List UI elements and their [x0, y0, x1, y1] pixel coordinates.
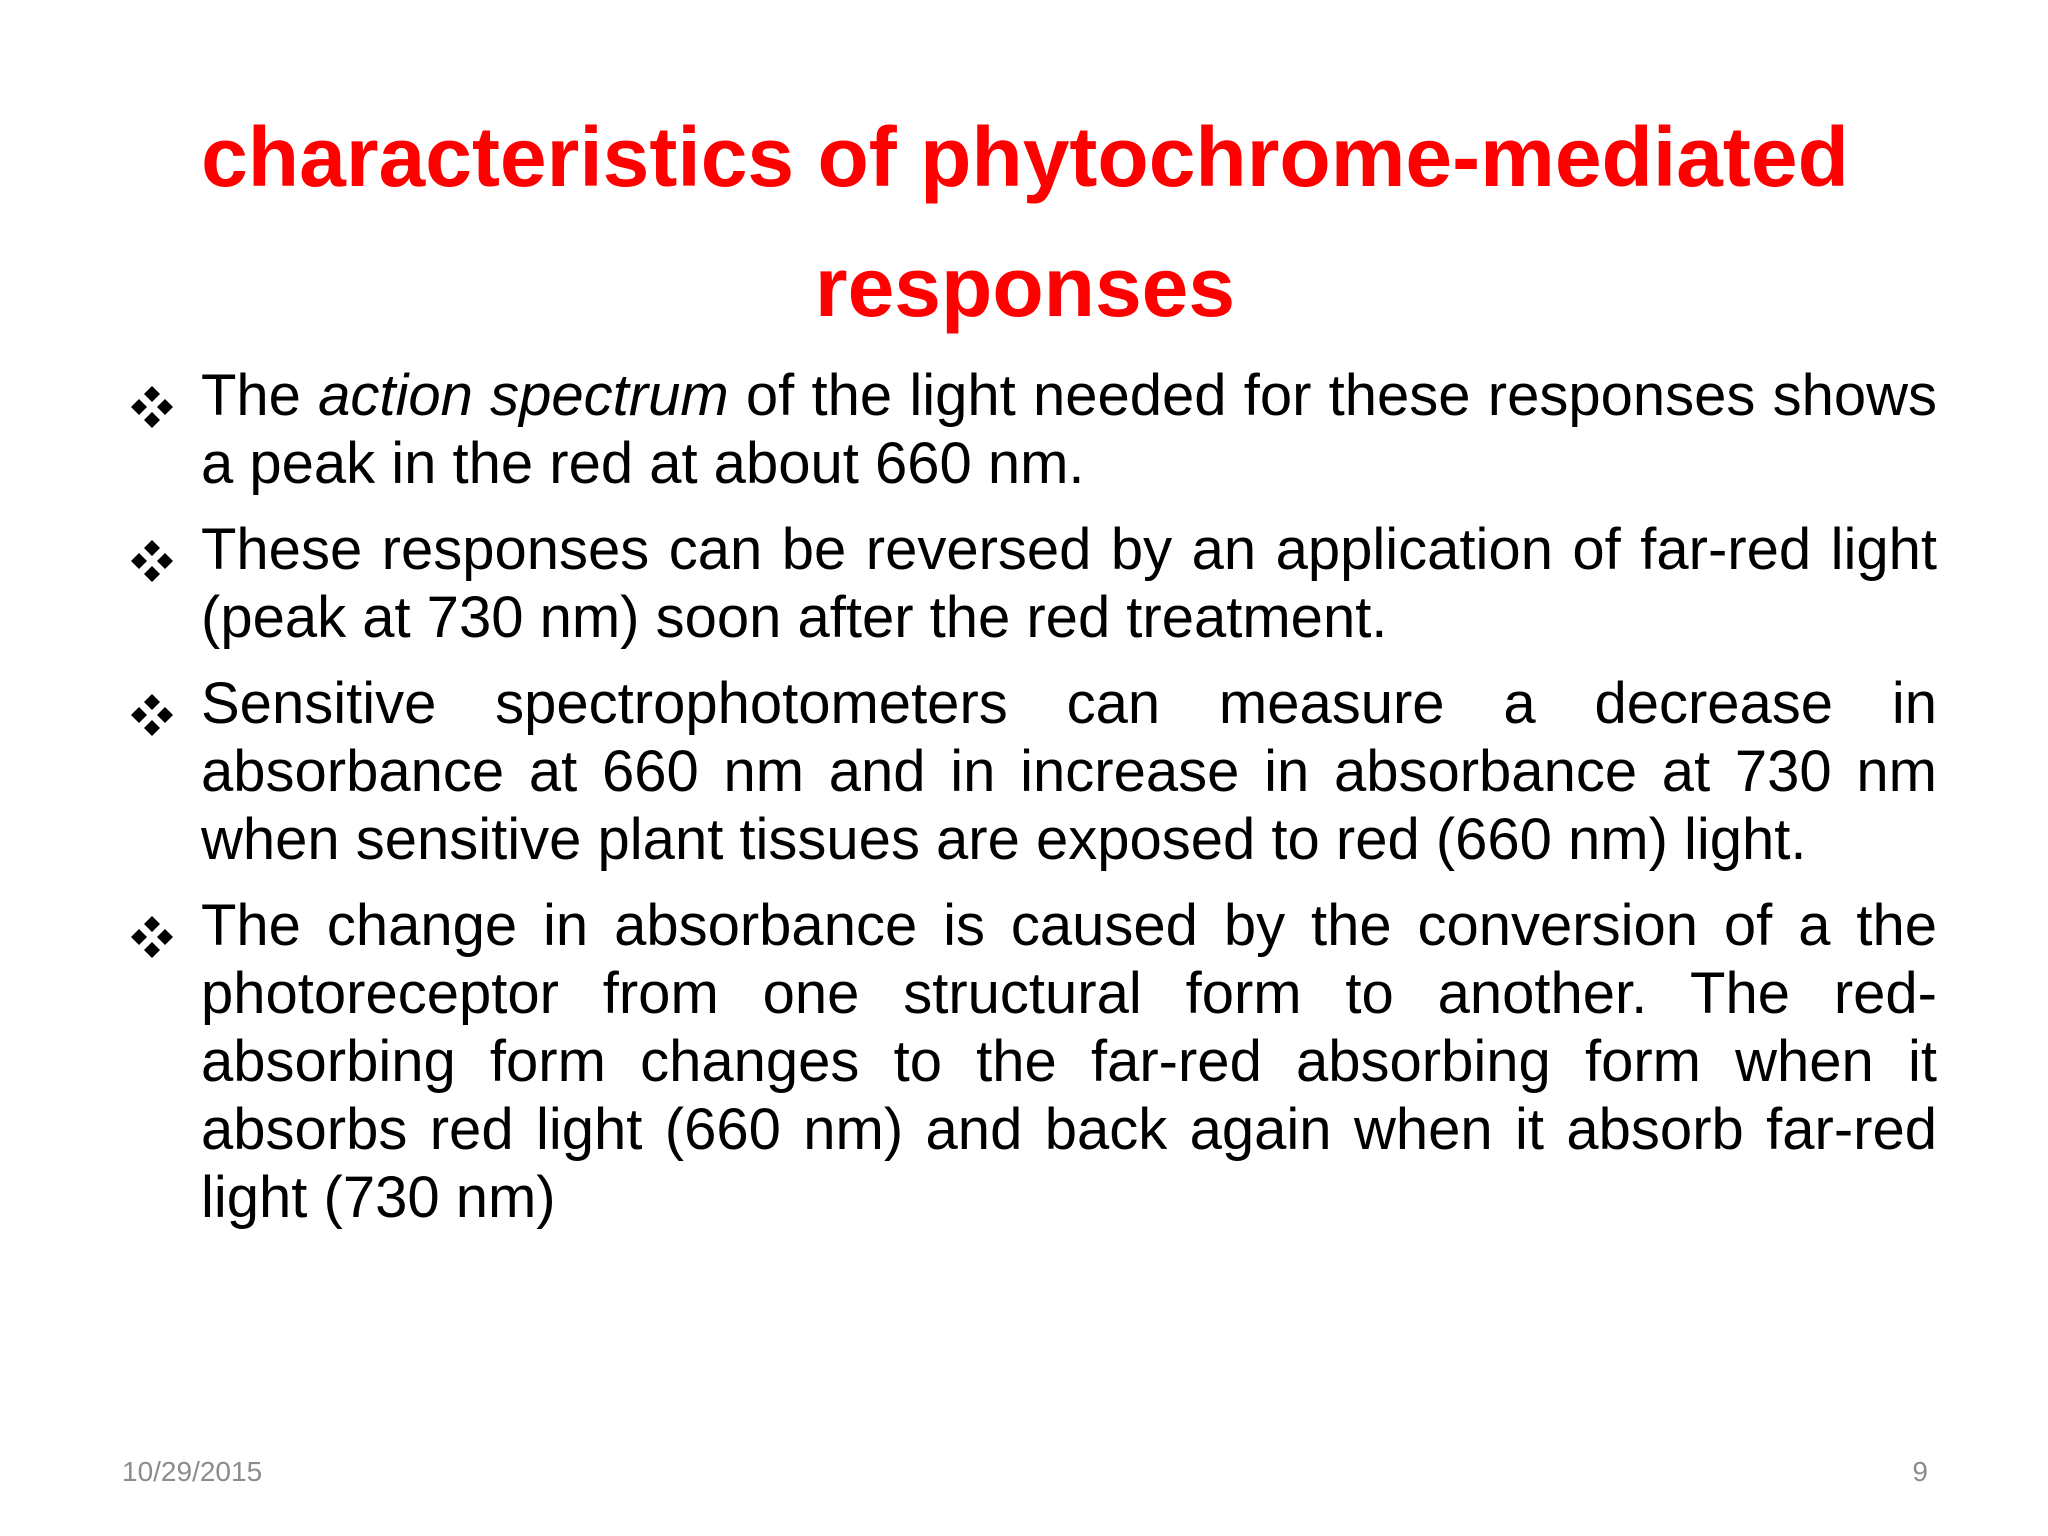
- bullet-item-4: [127, 892, 1937, 1232]
- bullet-text-2: These responses can be reversed by an application of far-red light (peak at 730 nm) soon after the red treatment.: [201, 517, 1937, 650]
- bullet-item-2: [127, 516, 1937, 652]
- bullet-text-1-before: The: [201, 363, 319, 428]
- four-diamond-bullet-icon: [127, 382, 177, 432]
- bullet-text-1-after: of the light needed for these responses shows a peak in the red at about 660 nm.: [201, 363, 1937, 496]
- footer-date: 10/29/2015: [122, 1456, 263, 1487]
- bullet-text-1: [201, 363, 1937, 496]
- four-diamond-bullet-icon: [127, 912, 177, 962]
- slide-title: characteristics of phytochrome-mediated responses: [201, 110, 1849, 334]
- four-diamond-bullet-icon: [127, 536, 177, 586]
- bullet-text-4: The change in absorbance is caused by the conversion of a the photoreceptor from one structural form to another. The red-absorbing form changes to the far-red absorbing form when it absorbs red light (660 nm) and back again when it absorb far-red light (730 nm): [201, 893, 1937, 1230]
- footer-page-number: 9: [1912, 1456, 1928, 1487]
- bullet-item-1: [127, 362, 1937, 498]
- bullet-text-3: Sensitive spectrophotometers can measure a decrease in absorbance at 660 nm and in increase in absorbance at 730 nm when sensitive plant tissues are exposed to red (660 nm) light.: [201, 671, 1937, 872]
- bullet-text-1-emphasis: action spectrum: [318, 363, 729, 428]
- four-diamond-bullet-icon: [127, 690, 177, 740]
- bullet-list: [127, 362, 1937, 1250]
- bullet-item-3: [127, 670, 1937, 874]
